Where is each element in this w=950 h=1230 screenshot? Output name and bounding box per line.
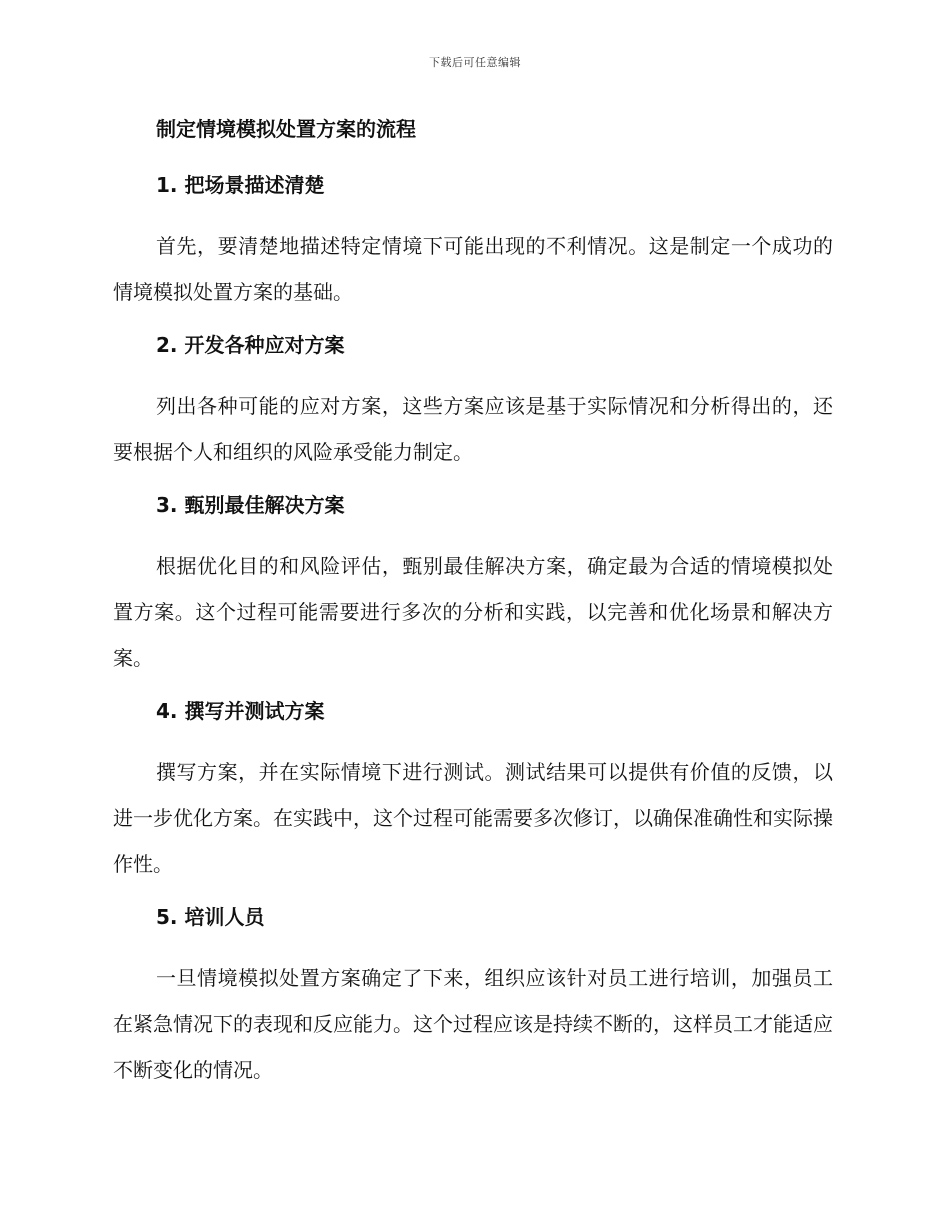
section-heading-5: 5. 培训人员: [156, 905, 265, 929]
section-heading-1: 1. 把场景描述清楚: [156, 173, 325, 197]
document-body: [113, 113, 833, 1107]
section-heading-2: 2. 开发各种应对方案: [156, 333, 345, 357]
document-title: 制定情境模拟处置方案的流程: [156, 117, 416, 141]
section-heading-3: 3. 甄别最佳解决方案: [156, 493, 345, 517]
page-header-note: 下载后可任意编辑: [429, 56, 521, 69]
section-paragraph-2: 列出各种可能的应对方案，这些方案应该是基于实际情况和分析得出的，还要根据个人和组织的风险承受能力制定。: [113, 394, 833, 464]
section-paragraph-5: 一旦情境模拟处置方案确定了下来，组织应该针对员工进行培训，加强员工在紧急情况下的表现和反应能力。这个过程应该是持续不断的，这样员工才能适应不断变化的情况。: [113, 966, 833, 1082]
section-paragraph-3: 根据优化目的和风险评估，甄别最佳解决方案，确定最为合适的情境模拟处置方案。这个过程可能需要进行多次的分析和实践，以完善和优化场景和解决方案。: [113, 554, 833, 670]
section-paragraph-4: 撰写方案，并在实际情境下进行测试。测试结果可以提供有价值的反馈，以进一步优化方案。在实践中，这个过程可能需要多次修订，以确保准确性和实际操作性。: [113, 760, 833, 876]
section-heading-4: 4. 撰写并测试方案: [156, 699, 325, 723]
section-paragraph-1: 首先，要清楚地描述特定情境下可能出现的不利情况。这是制定一个成功的情境模拟处置方案的基础。: [113, 234, 833, 304]
